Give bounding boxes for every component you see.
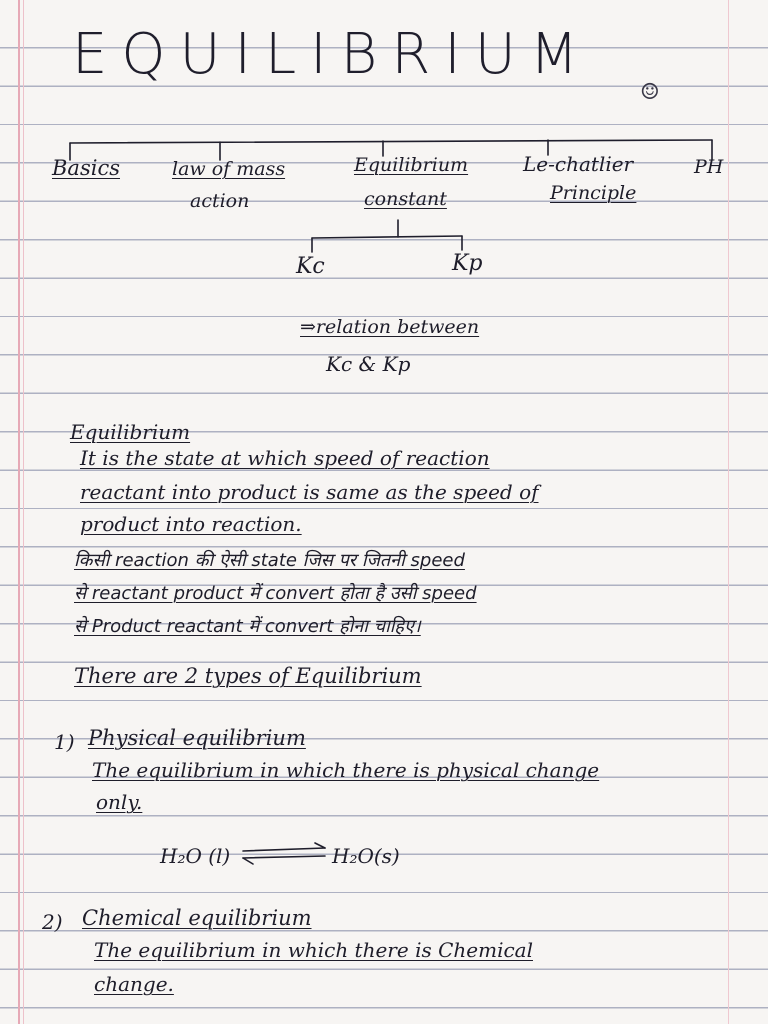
relation-terms: Kc & Kp — [326, 352, 411, 376]
hindi-line-3: से Product reactant में convert होना चाहिए। — [74, 616, 421, 637]
chemical-line-2: change. — [94, 972, 174, 996]
chemical-line-1: The equilibrium in which there is Chemical — [94, 938, 533, 962]
topic-le-chatelier: Le-chatlier — [523, 152, 634, 176]
topic-le-chatelier-2: Principle — [550, 182, 637, 204]
relation-heading: ⇒relation between — [300, 316, 480, 338]
hindi-line-2: से reactant product में convert होता है उसी speed — [74, 583, 477, 604]
kc-label: Kc — [296, 254, 325, 279]
topic-law-mass-action-2: action — [190, 190, 250, 212]
physical-number: 1) — [54, 730, 75, 754]
definition-line-2: reactant into product is same as the speed of — [80, 480, 539, 504]
chemical-heading: Chemical equilibrium — [82, 906, 312, 930]
definition-line-3: product into reaction. — [80, 512, 302, 536]
topic-equilibrium-constant: Equilibrium — [354, 154, 469, 176]
physical-heading: Physical equilibrium — [88, 726, 306, 750]
definition-heading: Equilibrium — [70, 420, 191, 444]
physical-line-2: only. — [96, 790, 143, 814]
topic-law-mass-action: law of mass — [172, 158, 286, 180]
smiley-doodle: ☺ — [640, 80, 660, 105]
page-title: EQUILIBRIUM — [72, 22, 593, 87]
topic-basics: Basics — [52, 156, 120, 180]
physical-eq-left: H₂O (l) — [160, 844, 231, 868]
topic-equilibrium-constant-2: constant — [364, 188, 447, 210]
definition-line-1: It is the state at which speed of reaction — [80, 446, 490, 470]
topic-ph: PH — [694, 156, 724, 178]
kp-label: Kp — [452, 251, 483, 276]
chemical-number: 2) — [42, 910, 63, 934]
types-intro: There are 2 types of Equilibrium — [74, 664, 422, 688]
physical-eq-right: H₂O(s) — [332, 844, 400, 868]
physical-line-1: The equilibrium in which there is physical change — [92, 758, 600, 782]
hindi-line-1: किसी reaction की ऐसी state जिस पर जितनी speed — [74, 550, 465, 571]
